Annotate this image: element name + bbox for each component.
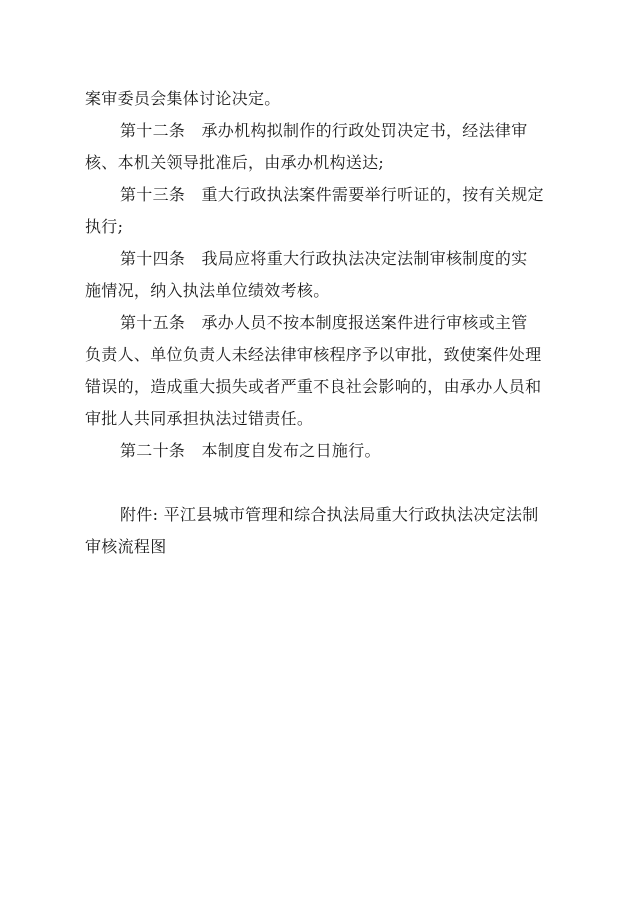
article-13-line: 第十三条 重大行政执法案件需要举行听证的，按有关规定 <box>120 185 544 204</box>
paragraph-line: 错误的，造成重大损失或者严重不良社会影响的，由承办人员和 <box>85 377 542 396</box>
article-20-line: 第二十条 本制度自发布之日施行。 <box>120 441 381 460</box>
paragraph-line: 审批人共同承担执法过错责任。 <box>85 409 314 428</box>
attachment-line: 附件: 平江县城市管理和综合执法局重大行政执法决定法制 <box>120 505 539 524</box>
article-15-line: 第十五条 承办人员不按本制度报送案件进行审核或主管 <box>120 313 528 332</box>
paragraph-line: 施情况，纳入执法单位绩效考核。 <box>85 281 330 300</box>
paragraph-line: 执行; <box>85 217 124 236</box>
attachment-line: 审核流程图 <box>85 537 167 556</box>
paragraph-line: 案审委员会集体讨论决定。 <box>85 89 281 108</box>
paragraph-line: 核、本机关领导批准后，由承办机构送达; <box>85 153 385 172</box>
article-12-line: 第十二条 承办机构拟制作的行政处罚决定书，经法律审 <box>120 121 528 140</box>
paragraph-line: 负责人、单位负责人未经法律审核程序予以审批，致使案件处理 <box>85 345 542 364</box>
article-14-line: 第十四条 我局应将重大行政执法决定法制审核制度的实 <box>120 249 528 268</box>
